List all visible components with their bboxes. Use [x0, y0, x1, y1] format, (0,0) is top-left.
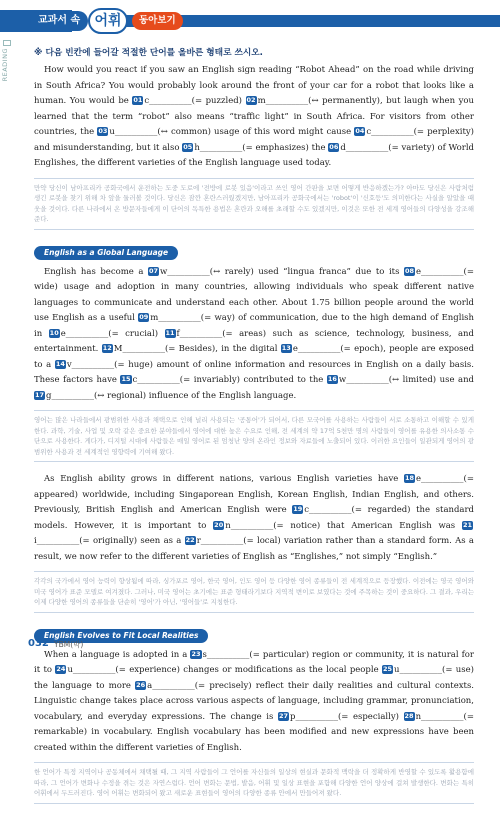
side-tab [0, 40, 14, 110]
blank-number: 06 [329, 142, 339, 151]
blank[interactable]: w__________(↔ rarely) used “lingua franca” due to its [159, 266, 404, 277]
blank[interactable]: n__________(= remarkable) in vocabulary. English vocabulary has been modified and new expressions have been created within the different varieties of English. [34, 711, 474, 753]
blank-number: 18 [404, 474, 415, 482]
blank[interactable]: f__________(= areas) such as science, technology, business, and entertainment. [34, 328, 474, 354]
blank-number: 02 [246, 96, 256, 104]
blank-number: 21 [462, 520, 473, 529]
blank[interactable]: m__________(↔ permanently), but laugh when you learned that the term “robot” also means “traffic light” in South Africa. For visitors from other countries, the [34, 96, 474, 137]
blank[interactable]: p__________(= especially) [290, 711, 404, 722]
blank-number: 15 [121, 375, 131, 383]
page-footer [0, 632, 500, 667]
paragraph-4: When a language is adopted in a 23 s__________(= particular) region or community, it is natural for it to 24 u__________(= experience) changes or modifications as the local people 25 u__________(= use) the language to more 26 a__________(= precisely) reflect their daily realities and cultural contexts. Linguistic change takes place across various aspects of language, including grammar, pronunciation, vocabulary, and everyday expressions. The change is 27 p__________(= especially) 28 n__________(= remarkable) in vocabulary. English vocabulary has been modified and new expressions have been created within the different varieties of English. [34, 649, 475, 753]
blank-number: 22 [185, 536, 195, 544]
blank-number: 01 [133, 96, 143, 104]
blank-number: 26 [136, 680, 146, 689]
blank[interactable]: c__________(= puzzled) [144, 96, 246, 106]
blank-number: 07 [148, 266, 158, 275]
blank[interactable]: u__________(= experience) changes or modifications as the local people [67, 665, 382, 675]
blank[interactable]: e__________(= wide) usage and adoption in many countries, allowing individuals who speak different native languages to communicate and understand each other. About 1.75 billion people around the world use English as a useful [34, 266, 474, 323]
page-number: 032 [28, 638, 49, 649]
blank-number: 24 [56, 665, 66, 673]
blank[interactable]: e__________(= crucial) [60, 328, 165, 339]
blank-number: 16 [327, 375, 337, 383]
vocab-title: 어휘 [88, 8, 128, 34]
blank-number: 10 [49, 328, 59, 337]
blank-number: 09 [139, 313, 149, 321]
blank[interactable]: r__________(= local) variation rather than a standard form. As a result, we now refer to the different varieties of English as “Englishes,” not simply “English.” [34, 536, 474, 562]
blank[interactable]: u__________(= use) the language to more [34, 665, 474, 691]
section-label-global: English as a Global Language [34, 246, 178, 260]
blank[interactable]: c__________(= regarded) the standard models. However, it is important to [34, 505, 474, 531]
translation-1: 만약 당신이 남아프리카 공화국에서 운전하는 도중 도로에 '전방에 로봇 있음'이라고 쓰인 영어 간판을 보면 어떻게 반응하겠는가? 아마도 당신은 사람처럼 생긴 로봇을 찾기 위해 차 앞을 둘러볼 것이다. 당신은 잠깐 혼란스러웠겠지만, 남아프리카 공화국에서는 'robot'이 '신호등'도 의미한다는 사실을 알았을 때 웃을 것이다. 다른 나라에서 온 방문자들에게 이 단어의 독특한 용법은 혼란과 오해를 초래할 수도 있겠지만, 이것은 또한 전 세계 영어들의 다양성을 강조해 준다. [34, 178, 474, 230]
blank[interactable]: h__________(= emphasizes) the [194, 142, 329, 153]
blank[interactable]: a__________(= precisely) reflect their daily realities and cultural contexts. Linguistic change takes place across various aspects of language, including grammar, pronunciation, vocabulary, and everyday expressions. The change is [34, 680, 475, 722]
paragraph-3: As English ability grows in different nations, various English varieties have 18 e__________(= appeared) worldwide, including Singaporean English, Korean English, Indian English, and others. Previously, British English and American English were 19 c__________(= regarded) the standard models. However, it is important to 20 n__________(= notice) that American English was 21i__________(= originally) seen as a 22 r__________(= local) variation rather than a standard form. As a result, we now refer to the different varieties of English as “Englishes,” not simply “English.” [34, 474, 474, 562]
header-chip: 교과서 속 [30, 11, 88, 31]
content [34, 46, 474, 814]
blank[interactable]: c__________(= invariably) contributed to the [132, 375, 327, 385]
blank[interactable]: u__________(↔ common) usage of this word might cause [109, 127, 355, 137]
blank-number: 25 [382, 665, 393, 673]
translation-3: 각각의 국가에서 영어 능력이 향상됨에 따라, 싱가포르 영어, 한국 영어, 인도 영어 등 다양한 영어 종류들이 전 세계적으로 등장했다. 이전에는 영국 영어와 미국 영어가 표준 모델로 여겨졌다. 그러나, 미국 영어는 초기에는 표준 형태라기보다 지역적 변이로 보였다는 것에 주목하는 것이 중요하다. 그 결과, 우리는 이제 다양한 영어의 종류들을 단순히 '영어'가 아닌, '영어들'로 지칭한다. [34, 571, 474, 613]
review-button[interactable]: 동아보기 [132, 12, 183, 30]
paragraph-2: English has become a 07 w__________(↔ rarely) used “lingua franca” due to its 08 e__________(= wide) usage and adoption in many countries, allowing individuals who speak different native languages to communicate and understand each other. About 1.75 billion people around the world use English as a useful 09 m__________(= way) of communication, due to the high demand of English in 10 e__________(= crucial) 11 f__________(= areas) such as science, technology, business, and entertainment. 12 M__________(= Besides), in the digital 13 e__________(= epoch), people are exposed to a 14 v__________(= huge) amount of online information and resources in English on a daily basis. These factors have 15 c__________(= invariably) contributed to the 16 w__________(↔ limited) use and 17 g__________(↔ regional) influence of the English language. [34, 266, 475, 401]
blank[interactable]: v__________(= huge) amount of online information and resources in English on a daily basis. These factors have [34, 359, 474, 385]
blank-number: 13 [281, 344, 291, 352]
blank-number: 05 [183, 142, 193, 151]
blank[interactable]: c__________(= perplexity) and misunderstanding, but it also [34, 127, 474, 153]
paragraph-1: How would you react if you saw an English sign reading “Robot Ahead” on the road while driving in South Africa? You would probably look around the front of your car for a robot that looks like a human. You would be 01 c__________(= puzzled) 02 m__________(↔ permanently), but laugh when you learned that the term “robot” also means “traffic light” in South Africa. For visitors from other countries, the 03 u__________(↔ common) usage of this word might cause 04 c__________(= perplexity) and misunderstanding, but it also 05 h__________(= emphasizes) the 06 d__________(= variety) of World Englishes, the different varieties of the English language used today. [34, 65, 474, 168]
blank[interactable]: e__________(= epoch), people are exposed to a [34, 344, 475, 370]
side-tab-label: READING [1, 48, 9, 82]
blank-number: 11 [165, 328, 175, 337]
blank[interactable]: g__________(↔ regional) influence of the English language. [46, 390, 297, 401]
blank[interactable]: s__________(= particular) region or community, it is natural for it to [34, 649, 474, 675]
blank-number: 23 [191, 649, 201, 658]
blank[interactable]: M__________(= Besides), in the digital [113, 344, 281, 354]
blank[interactable]: i__________(= originally) seen as a [34, 536, 185, 546]
instruction: ※ 다음 빈칸에 들어갈 적절한 단어를 올바른 형태로 쓰시오. [34, 48, 263, 58]
translation-4: 한 언어가 특정 지역이나 공동체에서 채택될 때, 그 지역 사람들이 그 언어를 자신들의 일상의 현실과 문화적 맥락을 더 정확하게 반영할 수 있도록 활용함에 따라, 그 언어가 변화나 수정을 겪는 것은 자연스럽다. 언어 변화는 문법, 발음, 어휘 및 일상 표현을 포함해 다양한 언어 양상에 걸쳐 발생한다. 변화는 특히 어휘에서 두드러진다. 영어 어휘는 변화되어 왔고 새로운 표현들이 영어의 다양한 종류 안에서 만들어져 왔다. [34, 762, 474, 804]
book-name: YBM(박) [54, 640, 84, 649]
blank-number: 28 [404, 711, 414, 720]
blank[interactable]: m__________(= way) of communication, due to the high demand of English in [34, 313, 474, 339]
blank-number: 14 [55, 359, 65, 368]
blank[interactable]: w__________(↔ limited) use and [338, 375, 474, 385]
page-header [0, 0, 500, 36]
blank-number: 17 [35, 390, 45, 399]
translation-2: 영어는 많은 나라들에서 광범위한 사용과 채택으로 인해 널리 사용되는 '공통어'가 되어서, 다른 모국어를 사용하는 사람들이 서로 소통하고 이해할 수 있게 한다. 과학, 기술, 사업 및 오락 같은 중요한 분야들에서 영어에 대한 높은 수요로 인해, 전 세계의 약 17억 5천만 명의 사람들이 영어를 유용한 의사소통 수단으로 사용한다. 게다가, 디지털 시대에 사람들은 매일 영어로 된 엄청난 양의 온라인 정보와 자료들에 노출되어 있다. 이러한 요인들이 일관되게 영어의 광범위한 사용과 전 세계적인 영향력에 기여해 왔다. [34, 410, 474, 462]
blank-number: 03 [98, 127, 108, 135]
section-label-local: English Evolves to Fit Local Realities [34, 629, 208, 643]
bookmark-icon [3, 40, 11, 46]
blank-number: 19 [293, 505, 303, 513]
blank-number: 20 [214, 520, 224, 529]
blank-number: 27 [278, 711, 289, 720]
blank-number: 12 [102, 344, 112, 352]
blank[interactable]: n__________(= notice) that American English was [225, 520, 462, 531]
blank[interactable]: d__________(= variety) of World Englishes, the different varieties of the English language used today. [34, 142, 474, 168]
blank[interactable]: e__________(= appeared) worldwide, including Singaporean English, Korean English, Indian English, and others. Previously, British English and American English were [34, 474, 474, 515]
blank-number: 08 [404, 266, 415, 275]
blank-number: 04 [355, 127, 365, 135]
